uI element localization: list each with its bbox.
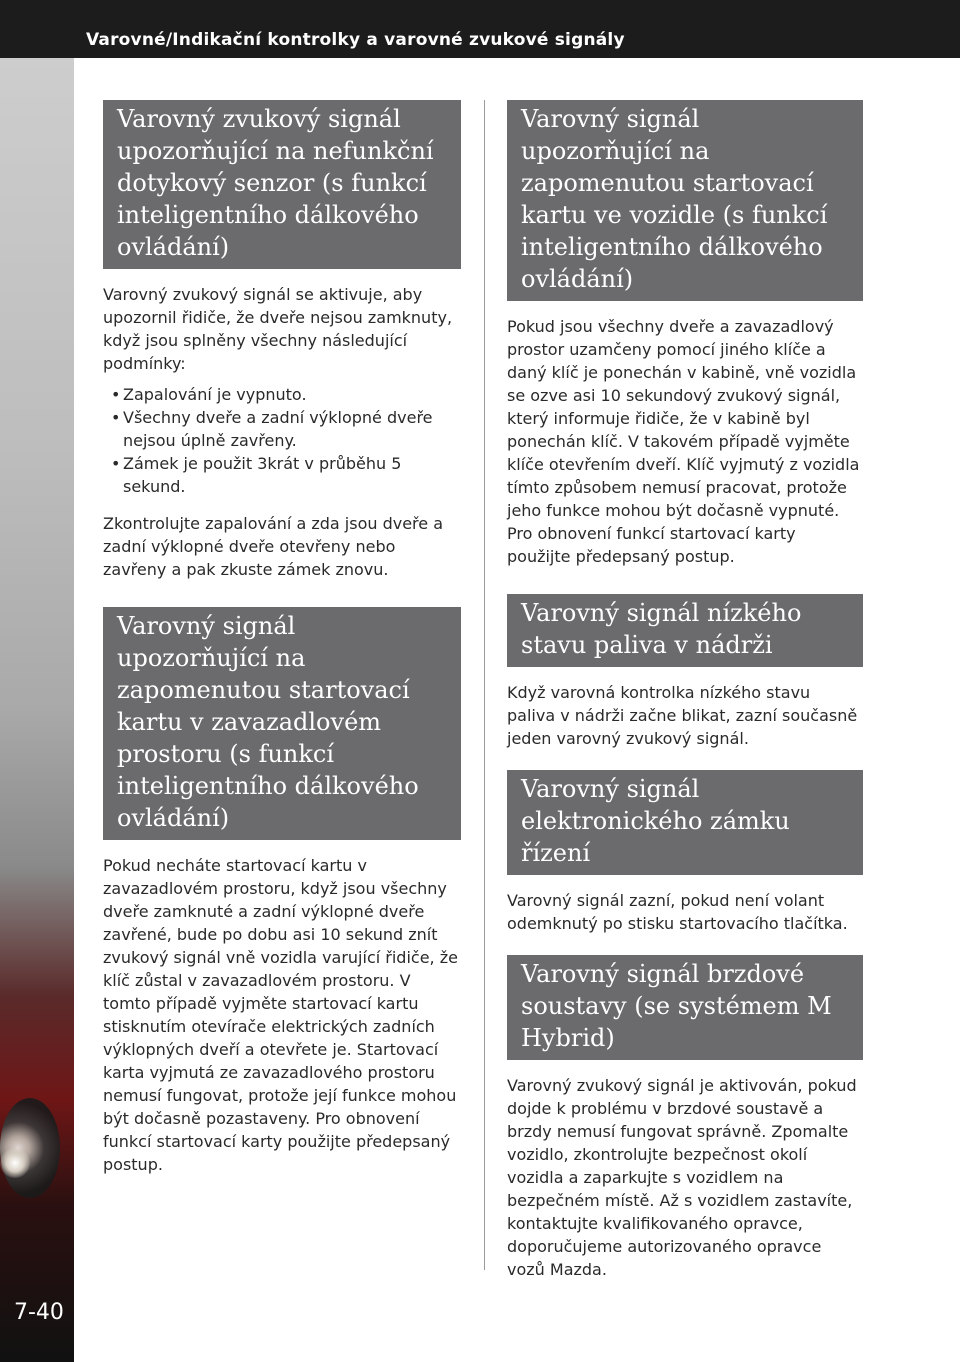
section-intro: Varovný zvukový signál se aktivuje, aby upozornil řidiče, že dveře nejsou zamknuty, když jsou splněny všechny následující podmínky: bbox=[103, 285, 453, 373]
section-heading: Varovný signál upozorňující na zapomenutou startovací kartu v zavazadlovém prostoru (s funkcí inteligentního dálkového ovládání) bbox=[103, 607, 461, 840]
list-item: • Zapalování je vypnuto. bbox=[111, 385, 307, 404]
section-text: Pokud necháte startovací kartu v zavazadlovém prostoru, když jsou všechny dveře zamknuté a zadní výklopné dveře zavřené, bude po dobu asi 10 sekund znít zvukový signál vně vozidla varující řidiče, že klíč zůstal v zavazadlovém prostoru. V tomto případě vyjměte startovací kartu stisknutím otevírače elektrických zadních výklopných dveří a otevřete je. Startovací karta vyjmutá ze zavazadlového prostoru nemusí fungovat, protože její funkce mohou být dočasně pozastaveny. Pro obnovení funkcí startovací karty použijte předepsaný postup. bbox=[103, 856, 458, 1174]
section-heading: Varovný zvukový signál upozorňující na nefunkční dotykový senzor (s funkcí inteligentního dálkového ovládání) bbox=[103, 100, 461, 269]
section-heading: Varovný signál upozorňující na zapomenutou startovací kartu ve vozidle (s funkcí inteligentního dálkového ovládání) bbox=[507, 100, 863, 301]
list-item: • Zámek je použit 3krát v průběhu 5 sekund. bbox=[111, 454, 402, 496]
list-item: • Všechny dveře a zadní výklopné dveře nejsou úplně zavřeny. bbox=[111, 408, 433, 450]
section-text: Varovný zvukový signál je aktivován, pokud dojde k problému v brzdové soustavě a brzdy nemusí fungovat správně. Zpomalte vozidlo, zkontrolujte bezpečnost okolí vozidla a zaparkujte s vozidlem na bezpečném místě. Až s vozidlem zastavíte, kontaktujte kvalifikovaného opravce, doporučujeme autorizovaného opravce vozů Mazda. bbox=[507, 1076, 857, 1279]
section-text: Varovný signál zazní, pokud není volant odemknutý po stisku startovacího tlačítka. bbox=[507, 891, 848, 933]
page-header-bar bbox=[0, 0, 960, 58]
side-decoration bbox=[0, 58, 74, 1362]
section-heading: Varovný signál brzdové soustavy (se systémem M Hybrid) bbox=[507, 955, 863, 1060]
right-column bbox=[507, 100, 863, 1281]
section-text: Když varovná kontrolka nízkého stavu paliva v nádrži začne blikat, zazní současně jeden varovný zvukový signál. bbox=[507, 683, 858, 748]
car-headlight-glow bbox=[0, 1148, 30, 1178]
section-text: Pokud jsou všechny dveře a zavazadlový prostor uzamčeny pomocí jiného klíče a daný klíč je ponechán v kabině, vně vozidla se ozve asi 10 sekundový zvukový signál, který informuje řidiče, že v kabině byl ponechán klíč. V takovém případě vyjměte klíče otevřením dveří. Klíč vyjmutý z vozidla tímto způsobem nemusí pracovat, protože jeho funkce mohou být dočasně vypnuté. Pro obnovení funkcí startovací karty použijte předepsaný postup. bbox=[507, 317, 860, 566]
left-column bbox=[103, 100, 461, 1176]
page-header-title: Varovné/Indikační kontrolky a varovné zvukové signály bbox=[86, 30, 625, 50]
page-number: 7-40 bbox=[14, 1300, 64, 1325]
column-divider bbox=[484, 100, 485, 1270]
section-heading: Varovný signál elektronického zámku řízení bbox=[507, 770, 863, 875]
section-outro: Zkontrolujte zapalování a zda jsou dveře a zadní výklopné dveře otevřeny nebo zavřeny a pak zkuste zámek znovu. bbox=[103, 514, 444, 579]
condition-list bbox=[111, 383, 461, 498]
section-heading: Varovný signál nízkého stavu paliva v nádrži bbox=[507, 594, 863, 667]
